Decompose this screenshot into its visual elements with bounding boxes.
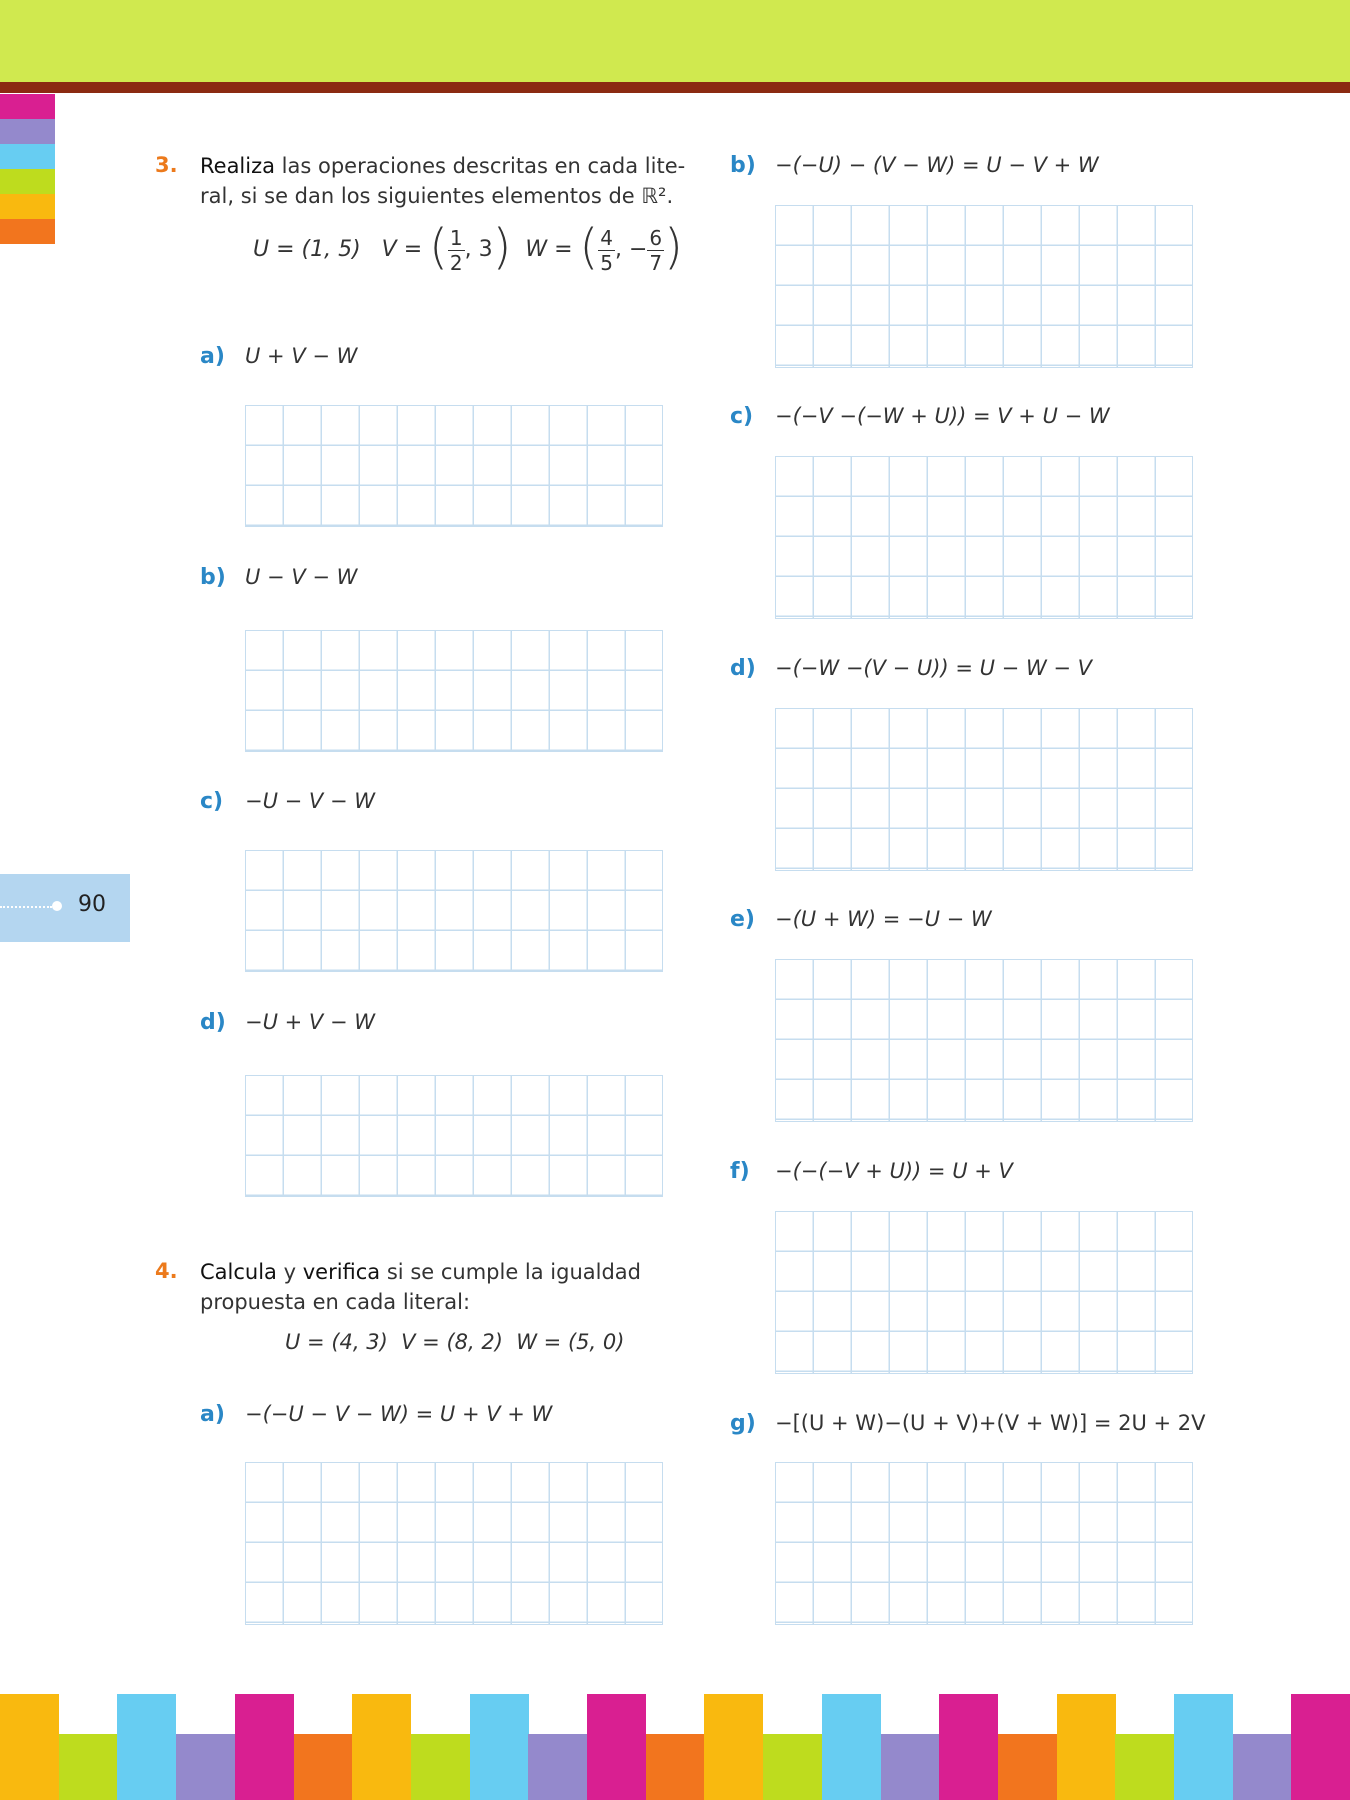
q3-item-b-expression: U − V − W: [245, 565, 358, 589]
q4-item-b-label: b): [730, 153, 756, 178]
bottom-color-bar: [763, 1734, 822, 1800]
header-stripe: [0, 82, 1350, 93]
side-tab: [0, 94, 55, 119]
fraction-w1-den: 5: [600, 250, 613, 275]
bottom-color-bar: [822, 1694, 881, 1800]
q4-item-e-label: e): [730, 907, 755, 932]
bottom-color-bar: [704, 1694, 763, 1800]
bottom-color-bar: [1233, 1734, 1292, 1800]
question-4-verb-verifica: verifica: [302, 1260, 381, 1284]
bottom-color-bar: [59, 1734, 118, 1800]
question-3-text-line2: ral, si se dan los siguientes elementos de ℝ².: [200, 184, 674, 208]
bottom-color-bar: [1057, 1694, 1116, 1800]
q4-item-c-expression: −(−V −(−W + U)) = V + U − W: [775, 404, 1110, 428]
side-tab: [0, 119, 55, 144]
vector-v-second: , 3: [464, 237, 493, 262]
vector-u: U = (1, 5): [253, 237, 361, 262]
q4-item-c-label: c): [730, 404, 754, 429]
question-4-number: 4.: [155, 1259, 178, 1283]
side-tab: [0, 144, 55, 169]
bottom-color-bar: [587, 1694, 646, 1800]
page-number: 90: [78, 892, 106, 917]
page-number-tab: [0, 874, 130, 942]
q4-item-e-expression: −(U + W) = −U − W: [775, 907, 992, 931]
q3-item-a-answer-grid[interactable]: [245, 405, 663, 527]
q4-item-a-expression: −(−U − V − W) = U + V + W: [245, 1402, 553, 1426]
bottom-color-bar: [1291, 1694, 1350, 1800]
side-tab: [0, 219, 55, 244]
question-3-vectors: [253, 219, 683, 278]
bottom-color-bar: [1115, 1734, 1174, 1800]
q3-item-c-label: c): [200, 789, 224, 814]
bottom-color-bar: [411, 1734, 470, 1800]
header-band: [0, 0, 1350, 82]
q4-item-b-expression: −(−U) − (V − W) = U − V + W: [775, 153, 1099, 177]
paren-left: (: [429, 219, 448, 275]
bottom-color-bar: [881, 1734, 940, 1800]
q3-item-b-answer-grid[interactable]: [245, 630, 663, 752]
question-4-verb-calcula: Calcula: [200, 1260, 277, 1284]
bottom-color-bar: [998, 1734, 1057, 1800]
question-3-number: 3.: [155, 153, 178, 177]
question-4-vectors: U = (4, 3) V = (8, 2) W = (5, 0): [285, 1330, 625, 1354]
side-tab: [0, 169, 55, 194]
question-4-text-rest: si se cumple la igualdad: [380, 1260, 642, 1284]
page-tab-dotted-line: [0, 906, 52, 908]
question-4-text-line2: propuesta en cada literal:: [200, 1290, 471, 1314]
bottom-color-bar: [939, 1694, 998, 1800]
page-tab-dot: [52, 901, 62, 911]
bottom-color-bar: [235, 1694, 294, 1800]
q4-item-g-expression: −[(U + W)−(U + V)+(V + W)] = 2U + 2V: [775, 1411, 1206, 1435]
bottom-color-bar: [294, 1734, 353, 1800]
q4-item-f-label: f): [730, 1159, 750, 1184]
q3-item-a-expression: U + V − W: [245, 344, 358, 368]
q3-item-d-answer-grid[interactable]: [245, 1075, 663, 1197]
q4-item-d-label: d): [730, 656, 756, 681]
q4-item-a-label: a): [200, 1402, 225, 1427]
question-3-text-line1: las operaciones descritas en cada lite-: [275, 154, 686, 178]
vector-w-sep: , −: [614, 237, 648, 262]
bottom-color-bar: [646, 1734, 705, 1800]
q4-item-f-expression: −(−(−V + U)) = U + V: [775, 1159, 1013, 1183]
fraction-w2-den: 7: [649, 250, 663, 275]
fraction-v-num: 1: [449, 225, 463, 250]
q4-item-d-answer-grid[interactable]: [775, 708, 1193, 871]
q4-item-d-expression: −(−W −(V − U)) = U − W − V: [775, 656, 1093, 680]
vector-w-label: W =: [525, 237, 573, 262]
bottom-color-bar: [0, 1694, 59, 1800]
paren-right: ): [664, 219, 683, 275]
q4-item-g-label: g): [730, 1411, 756, 1436]
q4-item-a-answer-grid[interactable]: [245, 1462, 663, 1625]
side-tab: [0, 194, 55, 219]
fraction-w1: [598, 226, 615, 275]
fraction-w2: [647, 226, 664, 275]
fraction-v: [448, 226, 465, 275]
q3-item-c-answer-grid[interactable]: [245, 850, 663, 972]
bottom-color-bar: [528, 1734, 587, 1800]
vector-v-label: V =: [381, 237, 423, 262]
bottom-color-bar: [176, 1734, 235, 1800]
question-4-joiner: y: [276, 1260, 303, 1284]
q4-item-b-answer-grid[interactable]: [775, 205, 1193, 368]
bottom-color-bar: [117, 1694, 176, 1800]
question-3-text: [200, 151, 686, 211]
paren-right: ): [492, 219, 512, 275]
q3-item-b-label: b): [200, 565, 226, 590]
q4-item-f-answer-grid[interactable]: [775, 1211, 1193, 1374]
q4-item-c-answer-grid[interactable]: [775, 456, 1193, 619]
fraction-w1-num: 4: [600, 225, 613, 250]
q3-item-d-expression: −U + V − W: [245, 1010, 375, 1034]
bottom-color-bar: [1174, 1694, 1233, 1800]
q4-item-e-answer-grid[interactable]: [775, 959, 1193, 1122]
paren-left: (: [579, 219, 599, 275]
question-3-verb: Realiza: [200, 154, 275, 178]
q4-item-g-answer-grid[interactable]: [775, 1462, 1193, 1625]
bottom-color-bar: [352, 1694, 411, 1800]
fraction-w2-num: 6: [649, 225, 663, 250]
q3-item-a-label: a): [200, 344, 225, 369]
question-4-text: [200, 1257, 660, 1317]
bottom-color-bar: [470, 1694, 529, 1800]
q3-item-c-expression: −U − V − W: [245, 789, 375, 813]
q3-item-d-label: d): [200, 1010, 226, 1035]
fraction-v-den: 2: [449, 250, 463, 275]
